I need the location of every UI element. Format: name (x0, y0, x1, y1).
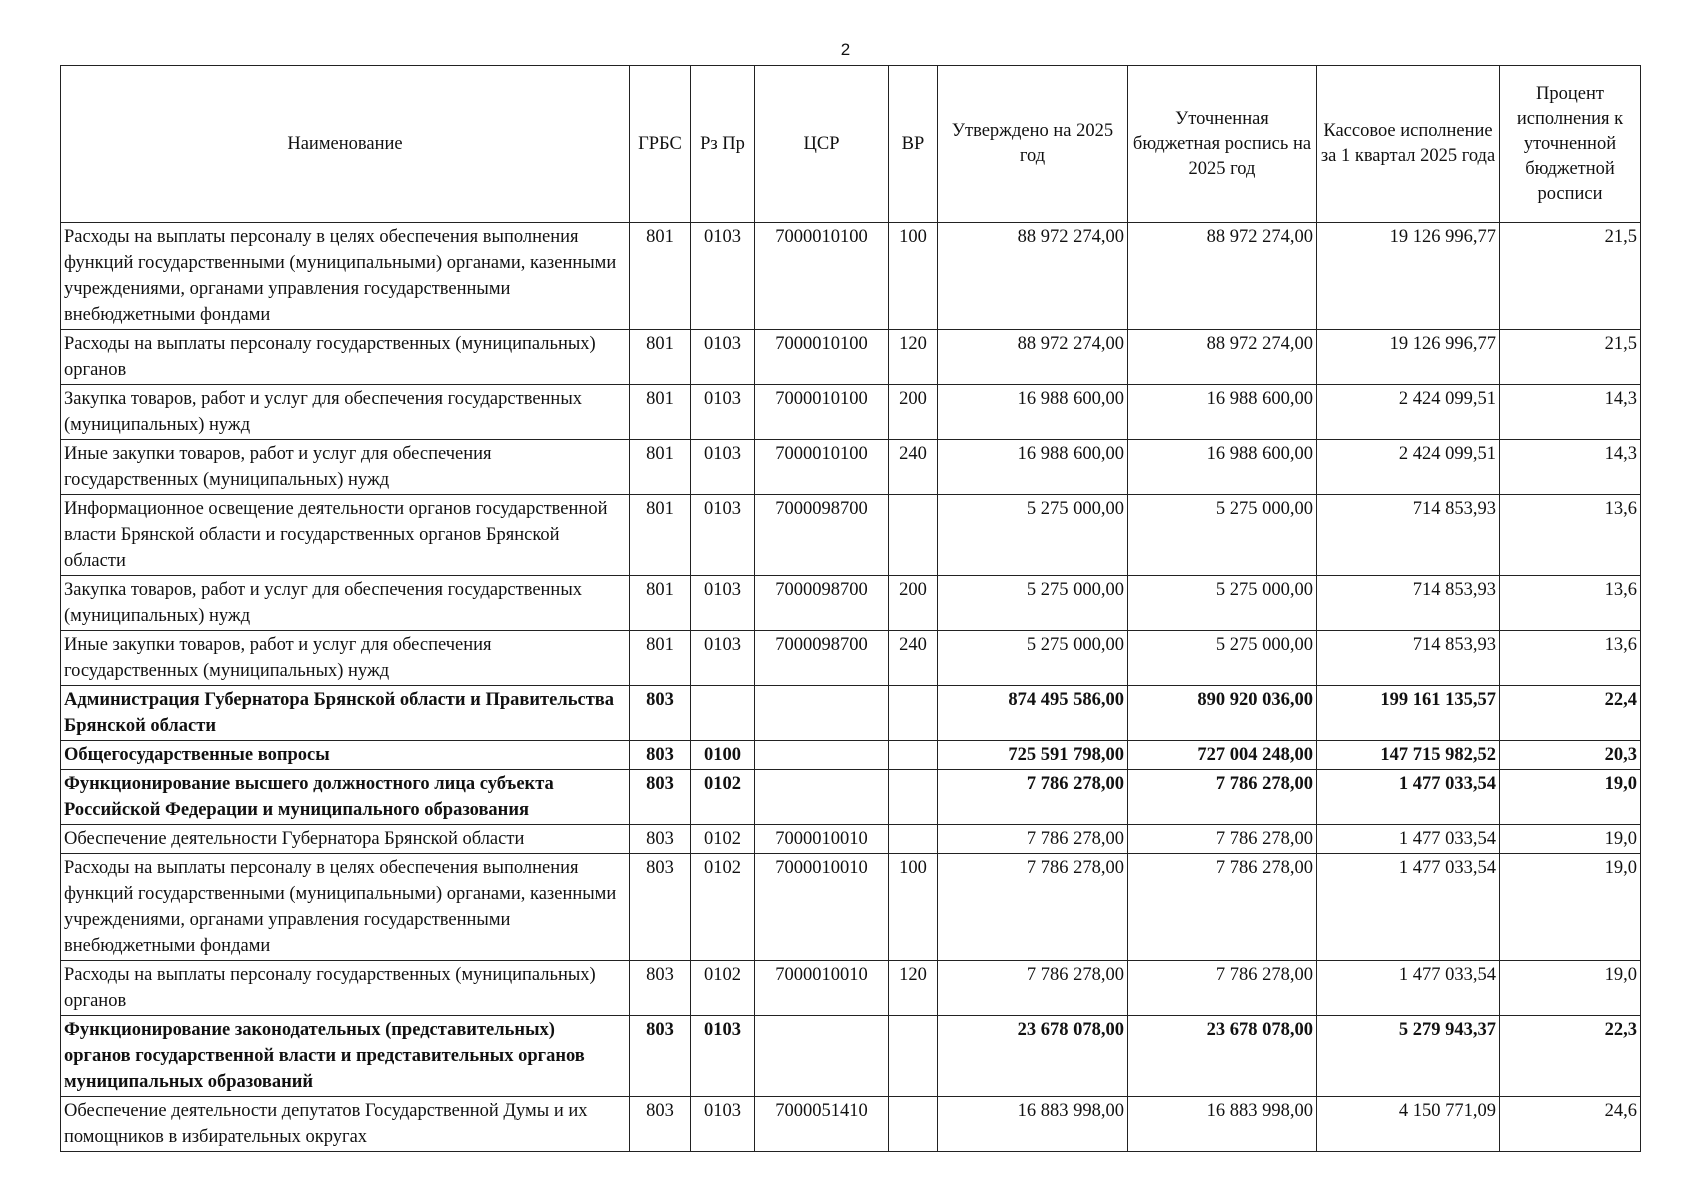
cell-name: Закупка товаров, работ и услуг для обеспечения государственных (муниципальных) нужд (61, 385, 630, 440)
cell-vr: 100 (889, 854, 938, 961)
cell-csr: 7000010100 (755, 440, 889, 495)
cell-name: Администрация Губернатора Брянской области и Правительства Брянской области (61, 686, 630, 741)
table-body (61, 223, 1641, 1152)
cell-grbs: 803 (630, 825, 691, 854)
cell-cash: 714 853,93 (1317, 495, 1500, 576)
header-approved: Утверждено на 2025 год (938, 66, 1128, 223)
cell-approved: 874 495 586,00 (938, 686, 1128, 741)
cell-grbs: 803 (630, 854, 691, 961)
table-row (61, 1097, 1641, 1152)
cell-csr: 7000051410 (755, 1097, 889, 1152)
cell-vr (889, 770, 938, 825)
cell-rzpr: 0103 (691, 631, 755, 686)
cell-grbs: 803 (630, 961, 691, 1016)
cell-csr: 7000010010 (755, 825, 889, 854)
cell-csr: 7000010100 (755, 223, 889, 330)
cell-vr (889, 825, 938, 854)
header-rzpr: Рз Пр (691, 66, 755, 223)
cell-name: Функционирование высшего должностного лица субъекта Российской Федерации и муниципального образования (61, 770, 630, 825)
cell-vr: 120 (889, 330, 938, 385)
cell-grbs: 803 (630, 1016, 691, 1097)
header-grbs: ГРБС (630, 66, 691, 223)
cell-rzpr: 0102 (691, 961, 755, 1016)
cell-approved: 7 786 278,00 (938, 854, 1128, 961)
cell-vr: 200 (889, 576, 938, 631)
cell-approved: 16 988 600,00 (938, 385, 1128, 440)
cell-csr: 7000098700 (755, 631, 889, 686)
cell-approved: 5 275 000,00 (938, 631, 1128, 686)
cell-csr: 7000010100 (755, 330, 889, 385)
cell-approved: 5 275 000,00 (938, 495, 1128, 576)
cell-name: Расходы на выплаты персоналу государственных (муниципальных) органов (61, 961, 630, 1016)
cell-grbs: 803 (630, 770, 691, 825)
cell-rzpr: 0103 (691, 576, 755, 631)
table-row (61, 385, 1641, 440)
cell-cash: 2 424 099,51 (1317, 385, 1500, 440)
cell-csr (755, 1016, 889, 1097)
cell-refined: 7 786 278,00 (1128, 854, 1317, 961)
cell-rzpr: 0103 (691, 330, 755, 385)
cell-csr: 7000010100 (755, 385, 889, 440)
cell-rzpr: 0103 (691, 1016, 755, 1097)
cell-csr: 7000010010 (755, 854, 889, 961)
cell-refined: 88 972 274,00 (1128, 330, 1317, 385)
cell-rzpr: 0100 (691, 741, 755, 770)
cell-approved: 7 786 278,00 (938, 825, 1128, 854)
table-row (61, 854, 1641, 961)
cell-cash: 1 477 033,54 (1317, 825, 1500, 854)
cell-cash: 4 150 771,09 (1317, 1097, 1500, 1152)
cell-grbs: 803 (630, 686, 691, 741)
cell-rzpr: 0102 (691, 770, 755, 825)
cell-percent: 21,5 (1500, 330, 1641, 385)
cell-refined: 16 988 600,00 (1128, 440, 1317, 495)
cell-approved: 5 275 000,00 (938, 576, 1128, 631)
cell-cash: 5 279 943,37 (1317, 1016, 1500, 1097)
cell-name: Расходы на выплаты персоналу в целях обеспечения выполнения функций государственными (муниципальными) органами, казенными учреждениями, органами управления государственными внебюджетными фондами (61, 854, 630, 961)
cell-name: Общегосударственные вопросы (61, 741, 630, 770)
cell-refined: 7 786 278,00 (1128, 961, 1317, 1016)
cell-percent: 19,0 (1500, 770, 1641, 825)
cell-refined: 5 275 000,00 (1128, 576, 1317, 631)
cell-grbs: 801 (630, 495, 691, 576)
cell-csr: 7000010010 (755, 961, 889, 1016)
cell-vr: 100 (889, 223, 938, 330)
cell-refined: 7 786 278,00 (1128, 825, 1317, 854)
cell-cash: 1 477 033,54 (1317, 961, 1500, 1016)
cell-rzpr: 0103 (691, 1097, 755, 1152)
cell-percent: 13,6 (1500, 631, 1641, 686)
table-row (61, 440, 1641, 495)
cell-grbs: 803 (630, 1097, 691, 1152)
table-row (61, 686, 1641, 741)
cell-approved: 7 786 278,00 (938, 961, 1128, 1016)
cell-percent: 22,3 (1500, 1016, 1641, 1097)
cell-grbs: 801 (630, 330, 691, 385)
cell-approved: 7 786 278,00 (938, 770, 1128, 825)
table-row (61, 576, 1641, 631)
cell-approved: 88 972 274,00 (938, 223, 1128, 330)
cell-percent: 13,6 (1500, 495, 1641, 576)
cell-csr (755, 770, 889, 825)
cell-vr: 120 (889, 961, 938, 1016)
cell-cash: 19 126 996,77 (1317, 223, 1500, 330)
cell-vr (889, 686, 938, 741)
cell-cash: 147 715 982,52 (1317, 741, 1500, 770)
cell-vr (889, 741, 938, 770)
cell-grbs: 801 (630, 385, 691, 440)
cell-approved: 16 988 600,00 (938, 440, 1128, 495)
table-row (61, 961, 1641, 1016)
page-number: 2 (840, 40, 851, 59)
cell-vr: 200 (889, 385, 938, 440)
table-row (61, 330, 1641, 385)
cell-percent: 22,4 (1500, 686, 1641, 741)
cell-csr: 7000098700 (755, 495, 889, 576)
cell-percent: 21,5 (1500, 223, 1641, 330)
header-name: Наименование (61, 66, 630, 223)
cell-name: Обеспечение деятельности депутатов Государственной Думы и их помощников в избирательных округах (61, 1097, 630, 1152)
cell-grbs: 801 (630, 631, 691, 686)
cell-csr: 7000098700 (755, 576, 889, 631)
table-header-row (61, 66, 1641, 223)
table-row (61, 223, 1641, 330)
cell-cash: 19 126 996,77 (1317, 330, 1500, 385)
cell-cash: 714 853,93 (1317, 631, 1500, 686)
cell-rzpr: 0102 (691, 854, 755, 961)
cell-rzpr: 0103 (691, 495, 755, 576)
cell-rzpr: 0103 (691, 223, 755, 330)
cell-approved: 88 972 274,00 (938, 330, 1128, 385)
cell-percent: 19,0 (1500, 961, 1641, 1016)
cell-percent: 13,6 (1500, 576, 1641, 631)
cell-grbs: 803 (630, 741, 691, 770)
cell-refined: 727 004 248,00 (1128, 741, 1317, 770)
table-row (61, 631, 1641, 686)
cell-approved: 23 678 078,00 (938, 1016, 1128, 1097)
cell-percent: 20,3 (1500, 741, 1641, 770)
cell-name: Иные закупки товаров, работ и услуг для обеспечения государственных (муниципальных) нужд (61, 631, 630, 686)
cell-vr: 240 (889, 631, 938, 686)
table-row (61, 825, 1641, 854)
cell-rzpr (691, 686, 755, 741)
cell-refined: 88 972 274,00 (1128, 223, 1317, 330)
header-vr: ВР (889, 66, 938, 223)
header-percent: Процент исполнения к уточненной бюджетной росписи (1500, 66, 1641, 223)
cell-rzpr: 0103 (691, 385, 755, 440)
header-refined: Уточненная бюджетная роспись на 2025 год (1128, 66, 1317, 223)
cell-vr (889, 495, 938, 576)
cell-percent: 24,6 (1500, 1097, 1641, 1152)
cell-refined: 5 275 000,00 (1128, 495, 1317, 576)
cell-grbs: 801 (630, 440, 691, 495)
table-row (61, 495, 1641, 576)
cell-approved: 725 591 798,00 (938, 741, 1128, 770)
cell-name: Информационное освещение деятельности органов государственной власти Брянской области и государственных органов Брянской области (61, 495, 630, 576)
cell-name: Иные закупки товаров, работ и услуг для обеспечения государственных (муниципальных) нужд (61, 440, 630, 495)
cell-grbs: 801 (630, 223, 691, 330)
cell-approved: 16 883 998,00 (938, 1097, 1128, 1152)
header-cash: Кассовое исполнение за 1 квартал 2025 года (1317, 66, 1500, 223)
cell-refined: 23 678 078,00 (1128, 1016, 1317, 1097)
cell-cash: 714 853,93 (1317, 576, 1500, 631)
cell-percent: 19,0 (1500, 854, 1641, 961)
cell-name: Расходы на выплаты персоналу в целях обеспечения выполнения функций государственными (муниципальными) органами, казенными учреждениями, органами управления государственными внебюджетными фондами (61, 223, 630, 330)
cell-name: Функционирование законодательных (представительных) органов государственной власти и представительных органов муниципальных образований (61, 1016, 630, 1097)
cell-rzpr: 0103 (691, 440, 755, 495)
cell-vr: 240 (889, 440, 938, 495)
cell-refined: 890 920 036,00 (1128, 686, 1317, 741)
header-csr: ЦСР (755, 66, 889, 223)
cell-csr (755, 741, 889, 770)
cell-name: Расходы на выплаты персоналу государственных (муниципальных) органов (61, 330, 630, 385)
cell-cash: 199 161 135,57 (1317, 686, 1500, 741)
cell-refined: 16 883 998,00 (1128, 1097, 1317, 1152)
table-row (61, 741, 1641, 770)
cell-refined: 16 988 600,00 (1128, 385, 1317, 440)
cell-name: Обеспечение деятельности Губернатора Брянской области (61, 825, 630, 854)
cell-vr (889, 1097, 938, 1152)
budget-execution-table (60, 65, 1641, 1152)
cell-refined: 7 786 278,00 (1128, 770, 1317, 825)
cell-cash: 2 424 099,51 (1317, 440, 1500, 495)
cell-vr (889, 1016, 938, 1097)
cell-percent: 14,3 (1500, 385, 1641, 440)
cell-grbs: 801 (630, 576, 691, 631)
cell-refined: 5 275 000,00 (1128, 631, 1317, 686)
cell-rzpr: 0102 (691, 825, 755, 854)
table-row (61, 1016, 1641, 1097)
table-row (61, 770, 1641, 825)
cell-csr (755, 686, 889, 741)
cell-name: Закупка товаров, работ и услуг для обеспечения государственных (муниципальных) нужд (61, 576, 630, 631)
cell-cash: 1 477 033,54 (1317, 770, 1500, 825)
cell-percent: 19,0 (1500, 825, 1641, 854)
cell-cash: 1 477 033,54 (1317, 854, 1500, 961)
cell-percent: 14,3 (1500, 440, 1641, 495)
